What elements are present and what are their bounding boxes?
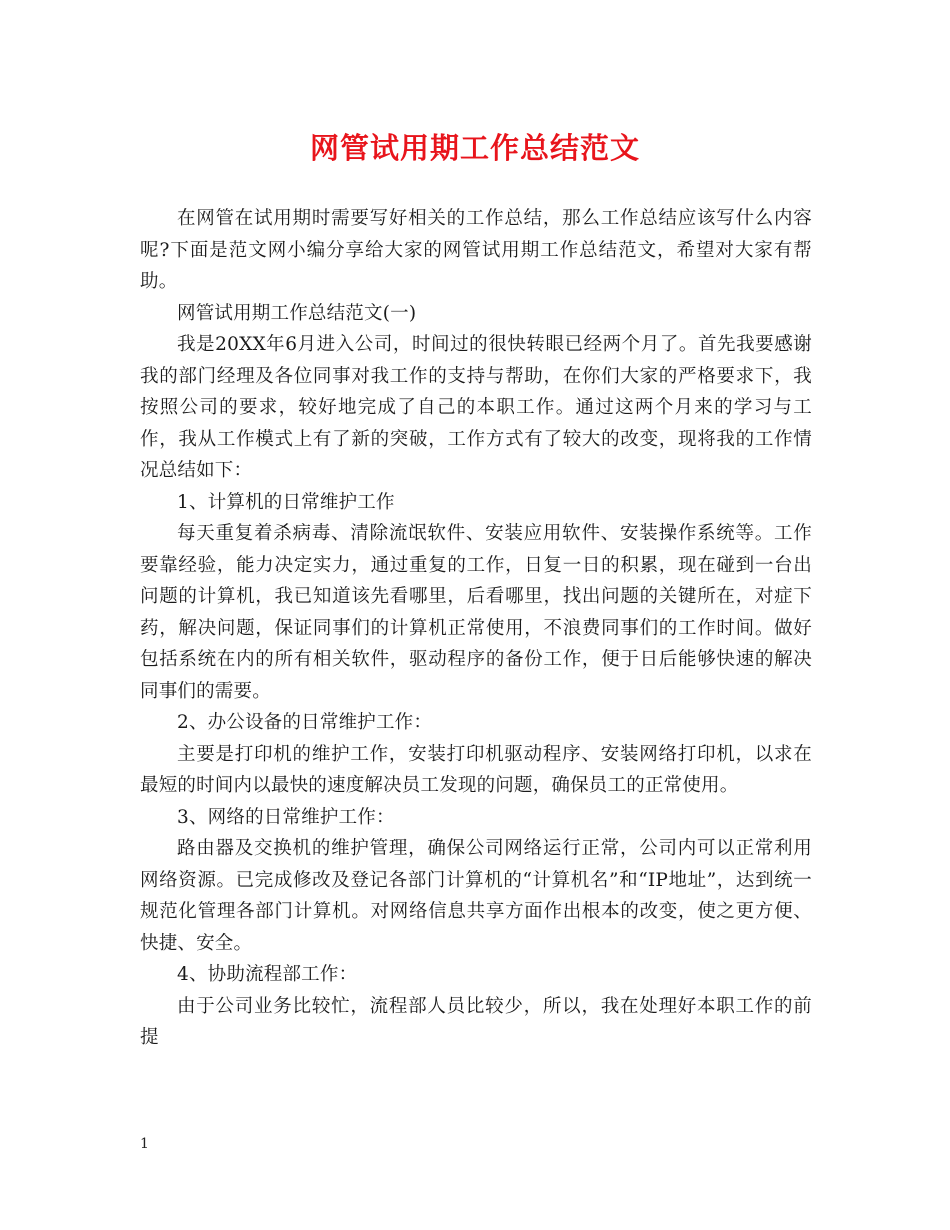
paragraph-heading-network-maintenance: 3、网络的日常维护工作： — [177, 806, 395, 828]
paragraph-office-equipment: 主要是打印机的维护工作，安装打印机驱动程序、安装网络打印机，以求在最短的时间内以最快的速度解决员工发现的问题，确保员工的正常使用。 — [140, 743, 812, 796]
document-title: 网管试用期工作总结范文 — [309, 131, 640, 165]
paragraph-intro: 在网管在试用期时需要写好相关的工作总结，那么工作总结应该写什么内容呢?下面是范文网小编分享给大家的网管试用期工作总结范文，希望对大家有帮助。 — [140, 208, 812, 292]
paragraph-heading-office-equipment: 2、办公设备的日常维护工作： — [177, 712, 433, 733]
paragraph-heading-computer-maintenance: 1、计算机的日常维护工作 — [177, 491, 395, 513]
paragraph-process-department: 由于公司业务比较忙，流程部人员比较少，所以，我在处理好本职工作的前提 — [140, 995, 812, 1048]
paragraph-computer-maintenance: 每天重复着杀病毒、清除流氓软件、安装应用软件、安装操作系统等。工作要靠经验，能力决定实力，通过重复的工作，日复一日的积累，现在碰到一台出问题的计算机，我已知道该先看哪里，后看哪里，找出问题的关键所在，对症下药，解决问题，保证同事们的计算机正常使用，不浪费同事们的工作时间。做好包括系统在内的所有相关软件，驱动程序的备份工作，便于日后能够快速的解决同事们的需要。 — [140, 523, 812, 702]
paragraph-network-maintenance: 路由器及交换机的维护管理，确保公司网络运行正常，公司内可以正常利用网络资源。已完成修改及登记各部门计算机的“计算机名”和“IP地址”，达到统一规范化管理各部门计算机。对网络信息共享方面作出根本的改变，使之更方便、快捷、安全。 — [140, 838, 812, 954]
document-body — [140, 203, 812, 1054]
page-number: 1 — [140, 1136, 149, 1152]
paragraph-heading-process-department: 4、协助流程部工作： — [177, 964, 358, 985]
paragraph-heading-sample-one: 网管试用期工作总结范文(一) — [177, 302, 417, 324]
paragraph-opening: 我是20XX年6月进入公司，时间过的很快转眼已经两个月了。首先我要感谢我的部门经理及各位同事对我工作的支持与帮助，在你们大家的严格要求下，我按照公司的要求，较好地完成了自己的本职工作。通过这两个月来的学习与工作，我从工作模式上有了新的突破，工作方式有了较大的改变，现将我的工作情况总结如下： — [140, 334, 812, 481]
